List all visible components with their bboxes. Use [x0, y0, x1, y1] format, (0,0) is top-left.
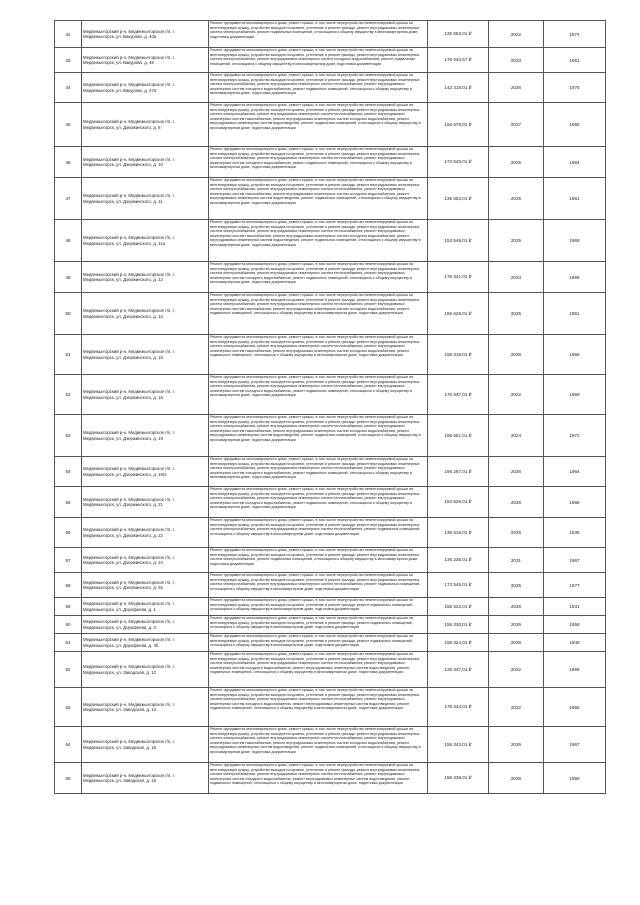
planned-year-cell: 2023: [489, 262, 544, 293]
works-cell: Ремонт фундамента многоквартирного дома, ремонт крыши, в том числе переустройство невентилируемой крыши на вентилируемую крышу, устройство выходов на кровлю, утепление и ремонт фасада, ремонт внутридомовых инженерных систем электроснабжения, ремонт внутридомовых инженерных систем теплоснабжения, ремонт внутридомовых инженерных систем холодного водоснабжения, ремонт внутридомовых инженерных систем водоотведения, ремонт подвальных помещений, относящихся к общему имуществу в многоквартирном доме, подготовка документации: [209, 763, 428, 794]
table-row: [55, 598, 606, 616]
address-cell: Медвежьегорский р-н, Медвежьегорское г/п, г. Медвежьегорск, ул. Дзержинского, д. 24: [82, 548, 209, 573]
cost-cell: 135 653,01 ₽: [428, 21, 489, 48]
table-row: [55, 415, 606, 457]
table-row: [55, 220, 606, 262]
table-row: [55, 375, 606, 415]
built-year-cell: 1967: [544, 727, 606, 763]
address-cell: Медвежьегорский р-н, Медвежьегорское г/п, г. Медвежьегорск, ул. Дзержинского, д. 10: [82, 147, 209, 178]
row-number: 44: [55, 73, 82, 103]
works-cell: Ремонт фундамента многоквартирного дома, ремонт крыши, в том числе переустройство невентилируемой крыши на вентилируемую крышу, устройство выходов на кровлю, утепление и ремонт фасада, ремонт внутридомовых инженерных систем электроснабжения, ремонт подвальных помещений, относящихся к общему имуществу в многоквартирном доме, подготовка документации: [209, 548, 428, 573]
table-row: [55, 518, 606, 548]
built-year-cell: 1961: [544, 48, 606, 73]
built-year-cell: 1967: [544, 548, 606, 573]
cost-cell: 142 318,01 ₽: [428, 73, 489, 103]
row-number: 62: [55, 652, 82, 688]
built-year-cell: 1961: [544, 293, 606, 335]
planned-year-cell: 2025: [489, 293, 544, 335]
works-cell: Ремонт фундамента многоквартирного дома, ремонт крыши, в том числе переустройство невентилируемой крыши на вентилируемую крышу, устройство выходов на кровлю, утепление и ремонт фасада, ремонт внутридомовых инженерных систем электроснабжения, ремонт внутридомовых инженерных систем теплоснабжения, ремонт внутридомовых инженерных систем холодного водоснабжения, ремонт подвальных помещений, относящихся к общему имуществу в многоквартирном доме, подготовка документации: [209, 73, 428, 103]
works-cell: Ремонт фундамента многоквартирного дома, ремонт крыши, в том числе переустройство невентилируемой крыши на вентилируемую крышу, устройство выходов на кровлю, утепление и ремонт фасада, ремонт внутридомовых инженерных систем электроснабжения, ремонт внутридомовых инженерных систем теплоснабжения, ремонт внутридомовых инженерных систем холодного водоснабжения, ремонт внутридомовых инженерных систем водоотведения, ремонт подвальных помещений, относящихся к общему имуществу в многоквартирном доме, подготовка документации: [209, 652, 428, 688]
works-cell: Ремонт фундамента многоквартирного дома, ремонт крыши, в том числе переустройство невентилируемой крыши на вентилируемую крышу, устройство выходов на кровлю, утепление и ремонт фасада, ремонт подвальных помещений, относящихся к общему имуществу в многоквартирном доме, подготовка документации: [209, 598, 428, 616]
planned-year-cell: 2026: [489, 763, 544, 794]
built-year-cell: 1965: [544, 103, 606, 147]
table-row: [55, 335, 606, 375]
table-row: [55, 763, 606, 794]
built-year-cell: 1966: [544, 335, 606, 375]
built-year-cell: 1972: [544, 415, 606, 457]
planned-year-cell: 2026: [489, 73, 544, 103]
cost-cell: 135 653,01 ₽: [428, 178, 489, 220]
table-row: [55, 727, 606, 763]
cost-cell: 155 324,01 ₽: [428, 634, 489, 652]
cost-cell: 153 528,01 ₽: [428, 487, 489, 518]
built-year-cell: 1964: [544, 147, 606, 178]
built-year-cell: 1965: [544, 220, 606, 262]
planned-year-cell: 2026: [489, 727, 544, 763]
built-year-cell: 1974: [544, 21, 606, 48]
planned-year-cell: 2031: [489, 548, 544, 573]
built-year-cell: 1969: [544, 375, 606, 415]
row-number: 52: [55, 375, 82, 415]
row-number: 45: [55, 103, 82, 147]
built-year-cell: 1977: [544, 573, 606, 598]
row-number: 46: [55, 147, 82, 178]
address-cell: Медвежьегорский р-н, Медвежьегорское г/п, г. Медвежьегорск, ул. Дзержинского, д. 19: [82, 415, 209, 457]
cost-cell: 136 236,01 ₽: [428, 548, 489, 573]
works-cell: Ремонт фундамента многоквартирного дома, ремонт крыши, в том числе переустройство невентилируемой крыши на вентилируемую крышу, устройство выходов на кровлю, утепление и ремонт фасада, ремонт внутридомовых инженерных систем электроснабжения, ремонт внутридомовых инженерных систем теплоснабжения, ремонт внутридомовых инженерных систем холодного водоснабжения, ремонт подвальных помещений, относящихся к общему имуществу в многоквартирном доме, подготовка документации: [209, 487, 428, 518]
row-number: 57: [55, 548, 82, 573]
table-row: [55, 688, 606, 727]
built-year-cell: 1931: [544, 598, 606, 616]
planned-year-cell: 2022: [489, 375, 544, 415]
row-number: 53: [55, 415, 82, 457]
cost-cell: 156 579,01 ₽: [428, 103, 489, 147]
works-cell: Ремонт фундамента многоквартирного дома, ремонт крыши, в том числе переустройство невентилируемой крыши на вентилируемую крышу, устройство выходов на кровлю, утепление и ремонт фасада, ремонт внутридомовых инженерных систем электроснабжения, ремонт внутридомовых инженерных систем теплоснабжения, ремонт внутридомовых инженерных систем газоснабжения, ремонт внутридомовых инженерных систем холодного водоснабжения, ремонт внутридомовых инженерных систем водоотведения, ремонт подвальных помещений, относящихся к общему имуществу в многоквартирном доме, подготовка документации: [209, 727, 428, 763]
planned-year-cell: 2026: [489, 487, 544, 518]
planned-year-cell: 2026: [489, 335, 544, 375]
address-cell: Медвежьегорский р-н, Медвежьегорское г/п, г. Медвежьегорск, ул. Дзержинского, д. 22: [82, 518, 209, 548]
works-cell: Ремонт фундамента многоквартирного дома, ремонт крыши, в том числе переустройство невентилируемой крыши на вентилируемую крышу, устройство выходов на кровлю, утепление и ремонт фасада, ремонт внутридомовых инженерных систем электроснабжения, ремонт внутридомовых инженерных систем теплоснабжения, ремонт внутридомовых инженерных систем холодного водоснабжения, ремонт подвальных помещений, относящихся к общему имуществу в многоквартирном доме, подготовка документации: [209, 457, 428, 487]
cost-cell: 156 338,01 ₽: [428, 763, 489, 794]
works-cell: Ремонт фундамента многоквартирного дома, ремонт крыши, в том числе переустройство невентилируемой крыши на вентилируемую крышу, устройство выходов на кровлю, утепление и ремонт фасада, ремонт внутридомовых инженерных систем электроснабжения, ремонт внутридомовых инженерных систем холодного водоснабжения, ремонт подвальных помещений, относящихся к общему имуществу в многоквартирном доме, подготовка документации: [209, 48, 428, 73]
table-row: [55, 457, 606, 487]
address-cell: Медвежьегорский р-н, Медвежьегорское г/п, г. Медвежьегорск, ул. Вакурова, д. 47а: [82, 73, 209, 103]
address-cell: Медвежьегорский р-н, Медвежьегорское г/п, г. Медвежьегорск, ул. Заводская, д. 12: [82, 652, 209, 688]
row-number: 47: [55, 178, 82, 220]
row-number: 43: [55, 48, 82, 73]
address-cell: Медвежьегорский р-н, Медвежьегорское г/п, г. Медвежьегорск, ул. Дзержинского, д. 8: [82, 103, 209, 147]
table-row: [55, 634, 606, 652]
works-cell: Ремонт фундамента многоквартирного дома, ремонт крыши, в том числе переустройство невентилируемой крыши на вентилируемую крышу, устройство выходов на кровлю, утепление и ремонт фасада, ремонт внутридомовых инженерных систем электроснабжения, ремонт внутридомовых инженерных систем теплоснабжения, ремонт внутридомовых инженерных систем холодного водоснабжения, ремонт подвальных помещений, относящихся к общему имуществу в многоквартирном доме, подготовка документации: [209, 262, 428, 293]
address-cell: Медвежьегорский р-н, Медвежьегорское г/п, г. Медвежьегорск, ул. Вакурова, д. 40а: [82, 21, 209, 48]
address-cell: Медвежьегорский р-н, Медвежьегорское г/п, г. Медвежьегорск, ул. Дзержинского, д. 11а: [82, 220, 209, 262]
cost-cell: 125 347,01 ₽: [428, 652, 489, 688]
address-cell: Медвежьегорский р-н, Медвежьегорское г/п, г. Медвежьегорск, ул. Дорофеева, д. 4б: [82, 634, 209, 652]
built-year-cell: 1959: [544, 763, 606, 794]
works-cell: Ремонт фундамента многоквартирного дома, ремонт крыши, в том числе переустройство невентилируемой крыши на вентилируемую крышу, устройство выходов на кровлю, утепление и ремонт фасада, ремонт внутридомовых инженерных систем электроснабжения, ремонт внутридомовых инженерных систем теплоснабжения, ремонт подвальных помещений, относящихся к общему имуществу в многоквартирном доме, подготовка документации: [209, 573, 428, 598]
cost-cell: 176 341,01 ₽: [428, 262, 489, 293]
address-cell: Медвежьегорский р-н, Медвежьегорское г/п, г. Медвежьегорск, ул. Дзержинского, д. 13: [82, 293, 209, 335]
works-cell: Ремонт фундамента многоквартирного дома, ремонт крыши, в том числе переустройство невентилируемой крыши на вентилируемую крышу, устройство выходов на кровлю, утепление и ремонт фасада, ремонт внутридомовых инженерных систем электроснабжения, ремонт внутридомовых инженерных систем теплоснабжения, ремонт внутридомовых инженерных систем холодного водоснабжения, ремонт внутридомовых инженерных систем водоотведения, ремонт подвальных помещений, относящихся к общему имуществу в многоквартирном доме, подготовка документации: [209, 688, 428, 727]
cost-cell: 153 549,01 ₽: [428, 220, 489, 262]
address-cell: Медвежьегорский р-н, Медвежьегорское г/п, г. Медвежьегорск, ул. Дорофеева, д. 1: [82, 598, 209, 616]
works-cell: Ремонт фундамента многоквартирного дома, ремонт крыши, в том числе переустройство невентилируемой крыши на вентилируемую крышу, устройство выходов на кровлю, утепление и ремонт фасада, ремонт подвальных помещений, относящихся к общему имуществу в многоквартирном доме, подготовка документации: [209, 616, 428, 634]
table-row: [55, 103, 606, 147]
address-cell: Медвежьегорский р-н, Медвежьегорское г/п, г. Медвежьегорск, ул. Дзержинского, д. 15: [82, 335, 209, 375]
document-page: [54, 20, 587, 794]
cost-cell: 155 318,01 ₽: [428, 335, 489, 375]
address-cell: Медвежьегорский р-н, Медвежьегорское г/п, г. Медвежьегорск, ул. Вакурова, д. 46: [82, 48, 209, 73]
row-number: 49: [55, 262, 82, 293]
table-row: [55, 178, 606, 220]
address-cell: Медвежьегорский р-н, Медвежьегорское г/п, г. Медвежьегорск, ул. Заводская, д. 16: [82, 727, 209, 763]
address-cell: Медвежьегорский р-н, Медвежьегорское г/п, г. Медвежьегорск, ул. Дзержинского, д. 16: [82, 375, 209, 415]
cost-cell: 156 267,01 ₽: [428, 457, 489, 487]
cost-cell: 176 344,01 ₽: [428, 688, 489, 727]
table-row: [55, 73, 606, 103]
built-year-cell: 1968: [544, 487, 606, 518]
planned-year-cell: 2026: [489, 457, 544, 487]
address-cell: Медвежьегорский р-н, Медвежьегорское г/п, г. Медвежьегорск, ул. Дзержинского, д. 25: [82, 573, 209, 598]
cost-cell: 155 532,01 ₽: [428, 598, 489, 616]
row-number: 63: [55, 688, 82, 727]
cost-cell: 176 643,67 ₽: [428, 48, 489, 73]
row-number: 59: [55, 598, 82, 616]
cost-cell: 155 343,01 ₽: [428, 727, 489, 763]
row-number: 56: [55, 518, 82, 548]
row-number: 65: [55, 763, 82, 794]
planned-year-cell: 2027: [489, 103, 544, 147]
works-cell: Ремонт фундамента многоквартирного дома, ремонт крыши, в том числе переустройство невентилируемой крыши на вентилируемую крышу, устройство выходов на кровлю, утепление и ремонт фасада, ремонт внутридомовых инженерных систем электроснабжения, ремонт внутридомовых инженерных систем теплоснабжения, ремонт внутридомовых инженерных систем газоснабжения, ремонт внутридомовых инженерных систем холодного водоснабжения, ремонт подвальных помещений, относящихся к общему имуществу в многоквартирном доме, подготовка документации: [209, 293, 428, 335]
planned-year-cell: 2022: [489, 652, 544, 688]
cost-cell: 173 545,01 ₽: [428, 573, 489, 598]
built-year-cell: 1976: [544, 73, 606, 103]
table-row: [55, 48, 606, 73]
planned-year-cell: 2025: [489, 147, 544, 178]
planned-year-cell: 2025: [489, 178, 544, 220]
built-year-cell: 1966: [544, 652, 606, 688]
table-row: [55, 262, 606, 293]
row-number: 51: [55, 335, 82, 375]
cost-cell: 173 549,01 ₽: [428, 147, 489, 178]
planned-year-cell: 2026: [489, 616, 544, 634]
built-year-cell: 1956: [544, 616, 606, 634]
works-cell: Ремонт фундамента многоквартирного дома, ремонт крыши, в том числе переустройство невентилируемой крыши на вентилируемую крышу, устройство выходов на кровлю, утепление и ремонт фасада, ремонт внутридомовых инженерных систем электроснабжения, ремонт внутридомовых инженерных систем теплоснабжения, ремонт внутридомовых инженерных систем газоснабжения, ремонт внутридомовых инженерных систем холодного водоснабжения, ремонт внутридомовых инженерных систем водоотведения, ремонт подвальных помещений, относящихся к общему имуществу в многоквартирном доме, подготовка документации: [209, 178, 428, 220]
cost-cell: 135 518,01 ₽: [428, 518, 489, 548]
address-cell: Медвежьегорский р-н, Медвежьегорское г/п, г. Медвежьегорск, ул. Дзержинского, д. 21: [82, 487, 209, 518]
table-row: [55, 548, 606, 573]
address-cell: Медвежьегорский р-н, Медвежьегорское г/п, г. Медвежьегорск, ул. Дорофеева, д. 3: [82, 616, 209, 634]
planned-year-cell: 2025: [489, 220, 544, 262]
cost-cell: 156 551,01 ₽: [428, 415, 489, 457]
row-number: 48: [55, 220, 82, 262]
table-row: [55, 293, 606, 335]
table-row: [55, 652, 606, 688]
row-number: 55: [55, 487, 82, 518]
works-cell: Ремонт фундамента многоквартирного дома, ремонт крыши, в том числе переустройство невентилируемой крыши на вентилируемую крышу, устройство выходов на кровлю, утепление и ремонт фасада, ремонт внутридомовых инженерных систем электроснабжения, ремонт внутридомовых инженерных систем теплоснабжения, ремонт внутридомовых инженерных систем газоснабжения, ремонт внутридомовых инженерных систем холодного водоснабжения, ремонт подвальных помещений, относящихся к общему имуществу в многоквартирном доме, подготовка документации: [209, 335, 428, 375]
works-cell: Ремонт фундамента многоквартирного дома, ремонт крыши, в том числе переустройство невентилируемой крыши на вентилируемую крышу, устройство выходов на кровлю, утепление и ремонт фасада, ремонт внутридомовых инженерных систем электроснабжения, ремонт внутридомовых инженерных систем теплоснабжения, ремонт внутридомовых инженерных систем газоснабжения, ремонт внутридомовых инженерных систем холодного водоснабжения, ремонт внутридомовых инженерных систем водоотведения, ремонт подвальных помещений, относящихся к общему имуществу в многоквартирном доме, подготовка документации: [209, 415, 428, 457]
built-year-cell: 1948: [544, 634, 606, 652]
built-year-cell: 1966: [544, 262, 606, 293]
built-year-cell: 1961: [544, 178, 606, 220]
table-row: [55, 573, 606, 598]
row-number: 64: [55, 727, 82, 763]
works-cell: Ремонт фундамента многоквартирного дома, ремонт крыши, в том числе переустройство невентилируемой крыши на вентилируемую крышу, устройство выходов на кровлю, утепление и ремонт фасада, ремонт внутридомовых инженерных систем электроснабжения, ремонт внутридомовых инженерных систем теплоснабжения, ремонт внутридомовых инженерных систем холодного водоснабжения, ремонт подвальных помещений, относящихся к общему имуществу в многоквартирном доме, подготовка документации: [209, 147, 428, 178]
planned-year-cell: 2026: [489, 598, 544, 616]
planned-year-cell: 2025: [489, 573, 544, 598]
row-number: 54: [55, 457, 82, 487]
cost-cell: 155 330,01 ₽: [428, 616, 489, 634]
works-cell: Ремонт фундамента многоквартирного дома, ремонт крыши, в том числе переустройство невентилируемой крыши на вентилируемую крышу, устройство выходов на кровлю, утепление и ремонт фасада, ремонт внутридомовых инженерных систем электроснабжения, ремонт внутридомовых инженерных систем теплоснабжения, ремонт внутридомовых инженерных систем газоснабжения, ремонт внутридомовых инженерных систем холодного водоснабжения, ремонт внутридомовых инженерных систем водоотведения, ремонт подвальных помещений, относящихся к общему имуществу в многоквартирном доме, подготовка документации: [209, 103, 428, 147]
row-number: 50: [55, 293, 82, 335]
works-cell: Ремонт фундамента многоквартирного дома, ремонт крыши, в том числе переустройство невентилируемой крыши на вентилируемую крышу, устройство выходов на кровлю, утепление и ремонт фасада, ремонт внутридомовых инженерных систем электроснабжения, ремонт подвальных помещений, относящихся к общему имуществу в многоквартирном доме, подготовка документации: [209, 21, 428, 48]
built-year-cell: 1964: [544, 457, 606, 487]
address-cell: Медвежьегорский р-н, Медвежьегорское г/п, г. Медвежьегорск, ул. Дзержинского, д. 11: [82, 178, 209, 220]
table-row: [55, 21, 606, 48]
built-year-cell: 1966: [544, 688, 606, 727]
capital-repair-table: [54, 20, 606, 794]
address-cell: Медвежьегорский р-н, Медвежьегорское г/п, г. Медвежьегорск, ул. Заводская, д. 14: [82, 688, 209, 727]
works-cell: Ремонт фундамента многоквартирного дома, ремонт крыши, в том числе переустройство невентилируемой крыши на вентилируемую крышу, устройство выходов на кровлю, утепление и ремонт фасада, ремонт внутридомовых инженерных систем электроснабжения, ремонт внутридомовых инженерных систем теплоснабжения, ремонт внутридомовых инженерных систем газоснабжения, ремонт внутридомовых инженерных систем холодного водоснабжения, ремонт внутридомовых инженерных систем водоотведения, ремонт подвальных помещений, относящихся к общему имуществу в многоквартирном доме, подготовка документации: [209, 220, 428, 262]
planned-year-cell: 2022: [489, 688, 544, 727]
row-number: 61: [55, 634, 82, 652]
cost-cell: 155 628,01 ₽: [428, 293, 489, 335]
cost-cell: 176 847,01 ₽: [428, 375, 489, 415]
works-cell: Ремонт фундамента многоквартирного дома, ремонт крыши, в том числе переустройство невентилируемой крыши на вентилируемую крышу, устройство выходов на кровлю, утепление и ремонт фасада, ремонт подвальных помещений, относящихся к общему имуществу в многоквартирном доме, подготовка документации: [209, 634, 428, 652]
planned-year-cell: 2024: [489, 415, 544, 457]
table-row: [55, 147, 606, 178]
works-cell: Ремонт фундамента многоквартирного дома, ремонт крыши, в том числе переустройство невентилируемой крыши на вентилируемую крышу, устройство выходов на кровлю, утепление и ремонт фасада, ремонт внутридомовых инженерных систем электроснабжения, ремонт внутридомовых инженерных систем теплоснабжения, ремонт подвальных помещений, относящихся к общему имуществу в многоквартирном доме, подготовка документации: [209, 518, 428, 548]
address-cell: Медвежьегорский р-н, Медвежьегорское г/п, г. Медвежьегорск, ул. Заводская, д. 18: [82, 763, 209, 794]
planned-year-cell: 2026: [489, 634, 544, 652]
works-cell: Ремонт фундамента многоквартирного дома, ремонт крыши, в том числе переустройство невентилируемой крыши на вентилируемую крышу, устройство выходов на кровлю, утепление и ремонт фасада, ремонт внутридомовых инженерных систем электроснабжения, ремонт внутридомовых инженерных систем теплоснабжения, ремонт внутридомовых инженерных систем холодного водоснабжения, ремонт подвальных помещений, относящихся к общему имуществу в многоквартирном доме, подготовка документации: [209, 375, 428, 415]
planned-year-cell: 2022: [489, 21, 544, 48]
row-number: 58: [55, 573, 82, 598]
table-row: [55, 487, 606, 518]
address-cell: Медвежьегорский р-н, Медвежьегорское г/п, г. Медвежьегорск, ул. Дзержинского, д. 19/2: [82, 457, 209, 487]
address-cell: Медвежьегорский р-н, Медвежьегорское г/п, г. Медвежьегорск, ул. Дзержинского, д. 12: [82, 262, 209, 293]
built-year-cell: 1936: [544, 518, 606, 548]
planned-year-cell: 2026: [489, 518, 544, 548]
table-body: [55, 21, 606, 794]
planned-year-cell: 2023: [489, 48, 544, 73]
row-number: 60: [55, 616, 82, 634]
row-number: 42: [55, 21, 82, 48]
table-row: [55, 616, 606, 634]
